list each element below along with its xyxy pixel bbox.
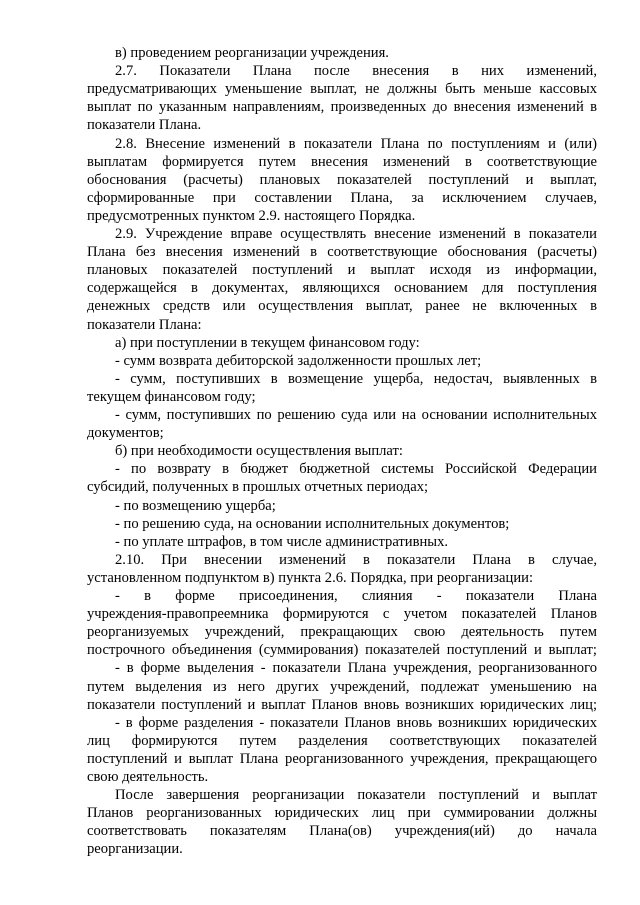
paragraph-line: свою деятельность. [87, 769, 209, 785]
paragraph-line: показатели Плана. [87, 117, 202, 134]
paragraph-line: выплатам формируется путем внесения изменений в соответствующие [87, 153, 597, 170]
paragraph-line: показатели Плана: [87, 316, 202, 333]
paragraph-first-line: в) проведением реорганизации учреждения. [115, 45, 389, 61]
paragraph-first-line: После завершения реорганизации показатели поступлений и выплат [115, 787, 597, 804]
paragraph-first-line: - по возврату в бюджет бюджетной системы Российской Федерации [115, 461, 597, 478]
paragraph-line: построчного объединения (суммирования) показателей поступлений и выплат; [87, 642, 597, 659]
paragraph-line: предусмотренных пунктом 2.9. настоящего Порядка. [87, 207, 416, 224]
paragraph-first-line: 2.7. Показатели Плана после внесения в них изменений, [115, 63, 597, 80]
paragraph-line: сформированные при составлении Плана, за исключением случаев, [87, 189, 597, 206]
paragraph-line: субсидий, полученных в прошлых отчетных периодах; [87, 479, 429, 496]
paragraph-first-line: 2.8. Внесение изменений в показатели Плана по поступлениям и (или) [115, 135, 597, 152]
paragraph-line: Планов реорганизованных юридических лиц при суммировании должны [87, 805, 597, 822]
paragraph-line: выплат по указанным направлениям, произведенных до внесения изменений в [87, 99, 597, 116]
paragraph-line: документов; [87, 425, 164, 442]
paragraph-first-line: 2.9. Учреждение вправе осуществлять внесение изменений в показатели [115, 226, 597, 242]
paragraph-line: показатели поступлений и выплат Планов вновь возникших юридических лиц; [87, 696, 597, 713]
paragraph-first-line: - в форме выделения - показатели Плана учреждения, реорганизованного [115, 660, 597, 677]
paragraph-line: плановых показателей поступлений и выплат исходя из информации, [87, 262, 597, 279]
paragraph-line: текущем финансовом году; [87, 388, 256, 405]
paragraph-line: реорганизации. [87, 841, 183, 858]
paragraph-first-line: - по возмещению ущерба; [115, 497, 276, 514]
paragraph-line: поступлений и выплат Плана реорганизованного учреждения, прекращающего [87, 750, 597, 767]
paragraph-first-line: - в форме разделения - показатели Планов вновь возникших юридических [115, 714, 597, 731]
paragraph-first-line: б) при необходимости осуществления выплат: [115, 443, 403, 460]
paragraph-first-line: - по уплате штрафов, в том числе административных. [115, 533, 449, 550]
paragraph-line: установленном подпунктом в) пункта 2.6. Порядка, при реорганизации: [87, 569, 533, 586]
paragraph-line: реорганизуемых учреждений, прекращающих свою деятельность путем [87, 624, 597, 641]
paragraph-first-line: а) при поступлении в текущем финансовом году: [115, 334, 420, 351]
paragraph-line: учреждения-правопреемника формируются с учетом показателей Планов [87, 606, 597, 623]
paragraph-first-line: - сумм, поступивших в возмещение ущерба, недостач, выявленных в [115, 370, 597, 387]
paragraph-line: обоснования (расчеты) плановых показателей поступлений и выплат, [87, 171, 597, 188]
paragraph-line: Плана без внесения изменений в соответствующие обоснования (расчеты) [87, 244, 597, 261]
paragraph-line: путем выделения из него других учреждений, подлежат уменьшению на [87, 678, 597, 695]
paragraph-line: предусматривающих уменьшение выплат, не должны быть меньше кассовых [87, 81, 597, 98]
paragraph-first-line: - в форме присоединения, слияния - показатели Плана [115, 588, 597, 604]
paragraph-first-line: 2.10. При внесении изменений в показатели Плана в случае, [115, 551, 597, 568]
paragraph-line: содержащейся в документах, являющихся основанием для поступления [87, 280, 597, 297]
paragraph-line: соответствовать показателям Плана(ов) учреждения(ий) до начала [87, 823, 597, 840]
paragraph-first-line: - сумм, поступивших по решению суда или на основании исполнительных [115, 407, 597, 423]
paragraph-first-line: - сумм возврата дебиторской задолженности прошлых лет; [115, 352, 482, 369]
paragraph-line: денежных средств или осуществления выплат, ранее не включенных в [87, 298, 597, 315]
paragraph-first-line: - по решению суда, на основании исполнительных документов; [115, 515, 510, 532]
paragraph-line: лиц формируются путем разделения соответствующих показателей [87, 732, 597, 749]
